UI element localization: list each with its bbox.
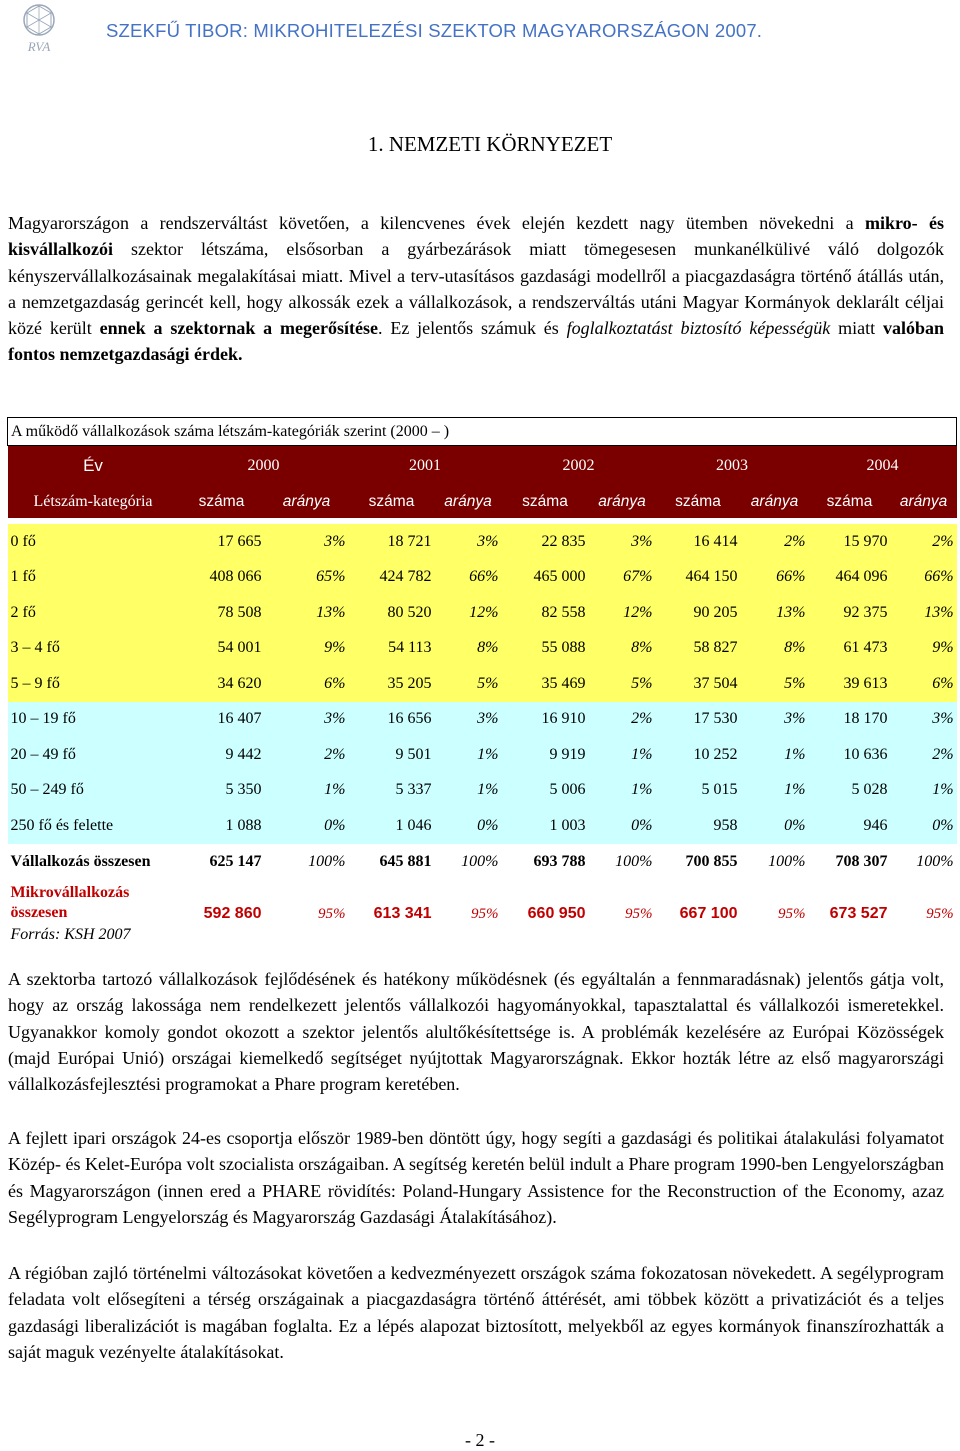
table-cell: 1 088 [179,808,265,844]
table-cell: 39 613 [809,666,891,702]
table-cell: 10 252 [656,737,741,773]
table-cell: 660 950 [527,904,586,922]
table-cell: 2% [589,702,656,738]
table-cell: 9 501 [349,737,435,773]
table-cell: 35 469 [502,666,589,702]
row-label: 3 – 4 fő [8,631,179,667]
table-cell: 5 028 [809,773,891,809]
year-header-row [8,446,957,486]
table-cell: 17 665 [179,524,265,560]
table-cell: 6% [891,666,957,702]
table-cell: 0% [435,808,502,844]
table-cell: 1% [891,773,957,809]
table-cell: 55 088 [502,631,589,667]
table-cell: 3% [435,702,502,738]
institution-logo [18,2,60,54]
table-cell: 66% [741,560,809,596]
table-cell: 1% [589,737,656,773]
share-header: aránya [265,485,349,518]
table-cell: 3% [589,524,656,560]
year-header: 2003 [656,446,809,486]
table-cell: 100% [461,853,499,870]
table-cell: 700 855 [685,853,738,870]
table-cell: 464 096 [809,560,891,596]
table-cell: 1% [741,773,809,809]
table-cell: 37 504 [656,666,741,702]
table-cell: 9% [265,631,349,667]
row-label: 5 – 9 fő [8,666,179,702]
table-cell: 3% [741,702,809,738]
table-cell: 645 881 [379,853,432,870]
table-cell: 408 066 [179,560,265,596]
paragraph-region: A régióban zajló történelmi változásokat követően a kedvezményezett országok száma fokozatosan növekedett. A segélyprogram feladata volt elősegíteni a térség országainak a piacgazdaságra történő áttérését, ami többek között a privatizációt és a teljes gazdasági liberalizációt is magában foglalta. Ez a lépés alapozat biztosított, melyekből az egyes kormányok finanszírozhatták a saját maguk vezényelte átalakításokat. [8,1263,944,1362]
micro-label: Mikrovállalkozás összesen [10,883,130,921]
table-cell: 0% [589,808,656,844]
table-cell: 61 473 [809,631,891,667]
table-cell: 673 527 [829,904,888,922]
share-header: aránya [435,485,502,518]
table-cell: 67% [589,560,656,596]
table-cell: 5 015 [656,773,741,809]
table-cell: 8% [589,631,656,667]
row-label: 0 fő [8,524,179,560]
table-cell: 0% [265,808,349,844]
table-cell: 465 000 [502,560,589,596]
table-cell: 66% [891,560,957,596]
table-cell: 1% [435,773,502,809]
table-cell: 424 782 [349,560,435,596]
svg-text:RVA: RVA [27,39,51,54]
table-cell: 17 530 [656,702,741,738]
table-cell: 6% [265,666,349,702]
table-cell: 3% [891,702,957,738]
table-row [8,524,957,560]
table-row [8,702,957,738]
total-row [8,844,957,881]
micro-enterprise-row [8,881,957,923]
table-cell: 5% [589,666,656,702]
table-cell: 5 350 [179,773,265,809]
table-cell: 54 001 [179,631,265,667]
header-title: SZEKFŰ TIBOR: MIKROHITELEZÉSI SZEKTOR MAGYARORSZÁGON 2007. [106,20,763,41]
table-cell: 693 788 [533,853,586,870]
table-cell: 13% [741,595,809,631]
table-cell: 65% [265,560,349,596]
table-cell: 8% [741,631,809,667]
table-source: Forrás: KSH 2007 [10,925,131,943]
table-cell: 90 205 [656,595,741,631]
table-cell: 5% [435,666,502,702]
table-cell: 95% [471,905,499,922]
table-cell: 22 835 [502,524,589,560]
table-cell: 100% [916,853,954,870]
row-label: 1 fő [8,560,179,596]
page-number: - 2 - [465,1430,495,1450]
table-cell: 15 970 [809,524,891,560]
table-cell: 946 [809,808,891,844]
table-cell: 9 442 [179,737,265,773]
table-cell: 16 656 [349,702,435,738]
table-cell: 667 100 [679,904,738,922]
table-cell: 3% [265,702,349,738]
table-cell: 16 407 [179,702,265,738]
table-row [8,773,957,809]
table-cell: 54 113 [349,631,435,667]
table-row [8,595,957,631]
table-cell: 13% [265,595,349,631]
table-cell: 95% [926,905,954,922]
table-row [8,560,957,596]
row-label: 250 fő és felette [8,808,179,844]
column-header-row [8,485,957,518]
share-header: aránya [741,485,809,518]
total-label: Vállalkozás összesen [10,853,151,870]
table-cell: 958 [656,808,741,844]
row-label: 20 – 49 fő [8,737,179,773]
table-cell: 16 910 [502,702,589,738]
table-cell: 0% [891,808,957,844]
row-label: 10 – 19 fő [8,702,179,738]
table-cell: 1% [589,773,656,809]
table-cell: 10 636 [809,737,891,773]
table-cell: 34 620 [179,666,265,702]
year-label: Év [8,446,179,486]
count-header: száma [502,485,589,518]
table-cell: 5% [741,666,809,702]
table-cell: 100% [615,853,653,870]
table-cell: 708 307 [835,853,888,870]
table-cell: 613 341 [373,904,432,922]
page-header [0,0,960,60]
table-cell: 2% [265,737,349,773]
table-cell: 78 508 [179,595,265,631]
table-cell: 12% [589,595,656,631]
table-cell: 1% [435,737,502,773]
table-cell: 58 827 [656,631,741,667]
table-cell: 80 520 [349,595,435,631]
table-cell: 18 721 [349,524,435,560]
table-cell: 5 006 [502,773,589,809]
table-cell: 0% [741,808,809,844]
table-cell: 100% [308,853,346,870]
row-label: 50 – 249 fő [8,773,179,809]
table-cell: 95% [625,905,653,922]
table-cell: 592 860 [203,904,262,922]
count-header: száma [809,485,891,518]
table-cell: 464 150 [656,560,741,596]
table-cell: 2% [891,737,957,773]
table-cell: 1 003 [502,808,589,844]
share-header: aránya [589,485,656,518]
paragraph-phare: A fejlett ipari országok 24-es csoportja először 1989-ben döntött úgy, hogy segíti a gazdasági és politikai átalakulási folyamatot Közép- és Kelet-Európa volt szocialista országaiban. A segítség keretén belül indult a Phare program 1990-ben Lengyelországban és Magyarországon (innen ered a PHARE rövidítés: Poland-Hungary Assistence for the Reconstruction of the Economy, azaz Segélyprogram Lengyelország és Magyarország Gazdasági Átalakításához). [8,1128,944,1227]
table-caption: A működő vállalkozások száma létszám-kategóriák szerint (2000 – ) [8,418,957,446]
intro-paragraph: Magyarországon a rendszerváltást követően, a kilencvenes évek elején kezdett nagy ütemben növekedni a mikro- és kisvállalkozói szektor létszáma, elsősorban a gyárbezárások miatt tömegesesen munkanélkülivé váló dolgozók kényszervállalkozásainak megalakításai miatt. Mivel a terv-utasításos gazdasági modellről a piacgazdaságra történő átállás után, a nemzetgazdaság gerincét kell, hogy alkossák ezek a vállalkozások, a rendszerváltás utáni Magyar Kormányok deklarált céljai közé került ennek a szektornak a megerősítése. Ez jelentős számuk és foglalkoztatást biztosító képességük miatt valóban fontos nemzetgazdasági érdek. [8,213,945,365]
category-header: Létszám-kategória [8,485,179,518]
paragraph-development: A szektorba tartozó vállalkozások fejlődésének és hatékony működésnek (és egyáltalán a fennmaradásnak) jelentős gátja volt, hogy az ország lakossága nem rendelkezett jelentős vállalkozói hagyományokkal, tapasztalattal és vállalkozói ismeretekkel. Ugyanakkor komoly gondot okozott a szektor jelentős alultőkésítettsége is. A problémák kezelésére az Európai Közösségek (majd Európai Unió) országai kiemelkedő segítséget nyújtottak Magyarországnak. Ekkor hozták létre az első magyarországi vállalkozásfejlesztési programokat a Phare program keretében. [8,969,944,1095]
year-header: 2001 [349,446,502,486]
share-header: aránya [891,485,957,518]
table-cell: 82 558 [502,595,589,631]
table-cell: 5 337 [349,773,435,809]
table-cell: 3% [435,524,502,560]
table-row [8,666,957,702]
section-heading: 1. NEMZETI KÖRNYEZET [367,132,613,156]
table-row [8,631,957,667]
table-cell: 35 205 [349,666,435,702]
enterprise-count-table [7,417,957,947]
table-cell: 625 147 [209,853,262,870]
table-cell: 100% [768,853,806,870]
year-header: 2000 [179,446,349,486]
table-row [8,737,957,773]
table-cell: 92 375 [809,595,891,631]
table-cell: 13% [891,595,957,631]
table-row [8,808,957,844]
table-cell: 1 046 [349,808,435,844]
table-cell: 95% [318,905,346,922]
count-header: száma [349,485,435,518]
table-cell: 18 170 [809,702,891,738]
table-cell: 9 919 [502,737,589,773]
table-cell: 12% [435,595,502,631]
row-label: 2 fő [8,595,179,631]
year-header: 2004 [809,446,957,486]
table-cell: 8% [435,631,502,667]
table-cell: 9% [891,631,957,667]
table-cell: 1% [265,773,349,809]
table-cell: 3% [265,524,349,560]
table-cell: 2% [741,524,809,560]
table-cell: 16 414 [656,524,741,560]
table-cell: 1% [741,737,809,773]
count-header: száma [656,485,741,518]
year-header: 2002 [502,446,656,486]
table-cell: 95% [778,905,806,922]
table-cell: 66% [435,560,502,596]
table-cell: 2% [891,524,957,560]
count-header: száma [179,485,265,518]
